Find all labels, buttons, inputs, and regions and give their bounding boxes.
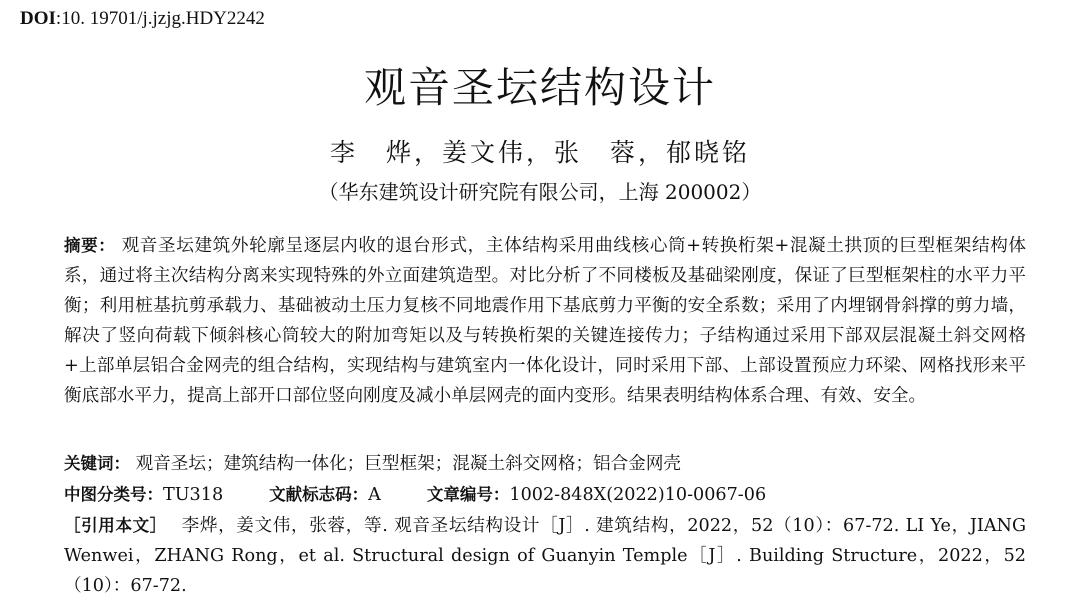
citation	[64, 511, 1026, 601]
abstract	[64, 231, 1026, 411]
doi-separator: :	[55, 8, 62, 29]
keywords-label: 关键词：	[64, 454, 130, 473]
author-name: 李 烨	[329, 138, 414, 167]
author-list	[0, 135, 1080, 171]
doi-value: 10. 19701/j.jzjg.HDY2242	[61, 8, 265, 29]
author-separator: ，	[413, 138, 442, 167]
keywords-text: 观音圣坛；建筑结构一体化；巨型框架；混凝土斜交网格；铝合金网壳	[135, 454, 682, 474]
abstract-text: 观音圣坛建筑外轮廓呈逐层内收的退台形式，主体结构采用曲线核心筒+转换桁架+混凝土拱顶的巨型框架结构体系，通过将主次结构分离来实现特殊的外立面建筑造型。对比分析了不同楼板及基础梁刚度，保证了巨型框架柱的水平力平衡；利用桩基抗剪承载力、基础被动土压力复核不同地震作用下基底剪力平衡的安全系数；采用了内埋钢骨斜撑的剪力墙，解决了竖向荷载下倾斜核心筒较大的附加弯矩以及与转换桁架的关键连接传力；子结构通过采用下部双层混凝土斜交网格+上部单层铝合金网壳的组合结构，实现结构与建筑室内一体化设计，同时采用下部、上部设置预应力环梁、网格找形来平衡底部水平力，提高上部开口部位竖向刚度及减小单层网壳的面内变形。结果表明结构体系合理、有效、安全。	[64, 236, 1027, 406]
author-separator: ，	[638, 138, 667, 167]
document-code-label: 文献标志码：	[269, 485, 369, 504]
doi-line	[20, 8, 265, 30]
classification-line	[64, 480, 1026, 510]
author-name: 张 蓉	[554, 138, 639, 167]
author-name: 郁晓铭	[666, 138, 751, 167]
keywords	[64, 449, 1026, 479]
document-code-value: A	[368, 485, 381, 505]
citation-text: 李烨，姜文伟，张蓉，等. 观音圣坛结构设计［J］. 建筑结构，2022，52（10）：67-72. LI Ye，JIANG Wenwei，ZHANG Rong，et al. Structural design of Guanyin Temple［J］. Building Structure，2022，52（10）：67-72.	[64, 516, 1027, 596]
abstract-label: 摘要：	[64, 236, 116, 255]
article-number-label: 文章编号：	[426, 485, 510, 504]
clc-label: 中图分类号：	[64, 485, 163, 504]
paper-title: 观音圣坛结构设计	[363, 63, 716, 112]
affiliation: （华东建筑设计研究院有限公司，上海 200002）	[318, 180, 762, 204]
author-separator: ，	[525, 138, 554, 167]
author-name: 姜文伟	[441, 138, 526, 167]
article-number-value: 1002-848X(2022)10-0067-06	[509, 485, 767, 505]
doi-label: DOI	[20, 8, 56, 29]
clc-value: TU318	[163, 485, 224, 505]
citation-label: ［引用本文］	[64, 516, 167, 535]
